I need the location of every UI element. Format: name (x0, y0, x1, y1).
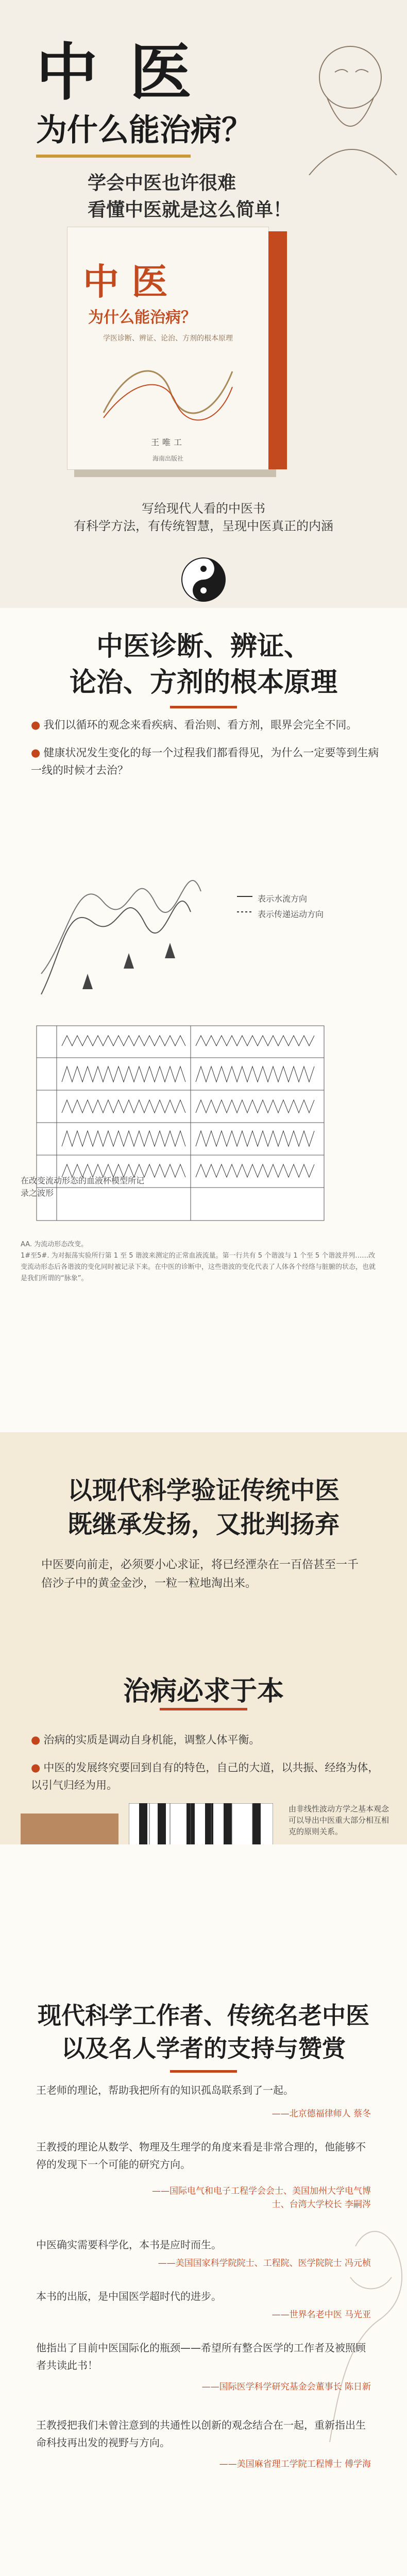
table-note: 在改变流动形态的血液杯模型所记录之波形 (21, 1176, 145, 1198)
section-title (0, 1999, 407, 2073)
quote-source: ——国际电气和电子工程学会会士、美国加州大学电气博士、台湾大学校长 李嗣涔 (152, 2186, 371, 2210)
quote-source: ——美国麻省理工学院工程博士 傅学海 (219, 2459, 371, 2469)
blood-flow-diagram (21, 840, 386, 1015)
hero-title: 中 医 (36, 37, 197, 109)
bullet-text: 中医的发展终究要回到自有的特色，自己的大道，以共振、经络为体，以引气归经为用。 (31, 1761, 379, 1791)
ancient-doctor-illustration (278, 21, 402, 175)
book-spine (268, 231, 287, 469)
section-title-line-1: 以现代科学验证传统中医 (67, 1476, 340, 1505)
hero-section (0, 0, 407, 608)
quote-source: ——世界名老中医 马光亚 (272, 2310, 371, 2320)
slogan-line-1: 学会中医也许很难 (88, 173, 236, 194)
bullet-icon: ● (31, 1734, 41, 1746)
quote-source: ——美国国家科学院院士、工程院、医学院院士 冯元桢 (158, 2258, 371, 2268)
quote-source: ——国际医学科学研究基金会董事长 陈日新 (201, 2382, 371, 2392)
section-title (0, 1473, 407, 1541)
quote-source: ——北京德福律师人 蔡冬 (272, 2109, 371, 2119)
caption-line-1: 写给现代人看的中医书 (142, 501, 265, 516)
divider (170, 2070, 237, 2073)
section-paragraph: 中医要向前走，必须要小心求证，将已经湮杂在一百倍甚至一千倍沙子中的黄金金沙，一粒一粒地淘出来。 (41, 1558, 359, 1590)
book-cover (67, 227, 269, 470)
bullet-text: 健康状况发生变化的每一个过程我们都看得见，为什么一定要等到生病一线的时候才去治？ (31, 747, 379, 776)
bullet-text: 治病的实质是调动自身机能，调整人体平衡。 (43, 1734, 260, 1746)
bullet-list (31, 1731, 381, 1804)
section-title-line-1: 现代科学工作者、传统名老中医 (38, 2002, 369, 2029)
taiji-icon (180, 556, 227, 603)
section-title (0, 629, 407, 708)
figure-explanation (21, 1239, 381, 1284)
five-elements-note: 由非线性波动方学之基本观念可以导出中医重大部分相互相克的原则关系。 (289, 1804, 389, 1836)
footnote-text: 1#至5#. 为对振荡实验所行第 1 至 5 谐波来测定的正常血液流量。第一行共有 5 个谐波与 1 个至 5 个谐波并列……改变流动形态后各谐波的变化同时被记录下来。在中医的诊断中，这些谐波的变化代表了人体各个经络与脏腑的状态，也就是我们所谓的“脉象”。 (21, 1252, 376, 1282)
book-illustration (98, 351, 238, 428)
book-title: 中 医 (83, 261, 168, 303)
book-publisher: 海南出版社 (152, 455, 183, 462)
quote-text: 本书的出版，是中国医学超时代的进步。 (36, 2290, 222, 2302)
bullet-text: 我们以循环的观念来看疾病、看治则、看方剂，眼界会完全不同。 (43, 719, 358, 731)
book-caption: 学医诊断、辨证、论治、方剂的根本原理 (103, 334, 233, 343)
caption-line-2: 有科学方法，有传统智慧，呈现中医真正的内涵 (74, 519, 333, 533)
section-title-line-2: 以及名人学者的支持与赞赏 (61, 2035, 346, 2062)
divider (160, 1708, 247, 1710)
list-item (31, 1759, 381, 1794)
quote-text: 他指出了目前中医国际化的瓶颈——希望所有整合医学的工作者及被照顾者共读此书！ (36, 2342, 366, 2371)
endorsements-section (0, 1844, 407, 2576)
subsection-title: 治病必求于本 (123, 1676, 284, 1707)
legend-water-flow: 表示水流方向 (258, 894, 308, 904)
bullet-list (31, 716, 381, 789)
book-author: 王唯工 (150, 437, 185, 447)
book-subtitle: 为什么能治病？ (88, 309, 196, 327)
slogan-line-2: 看懂中医就是这么简单！ (88, 199, 292, 221)
diagnosis-section (0, 608, 407, 1432)
quote-text: 王教授的理论从数学、物理及生理学的角度来看是非常合理的，他能够不停的发现下一个可能的研究方向。 (36, 2141, 366, 2171)
legend-transmission: 表示传递运动方向 (258, 909, 324, 919)
section-title-line-2: 既继承发扬，又批判扬弃 (67, 1510, 340, 1539)
bullet-icon: ● (31, 1761, 41, 1774)
hero-caption (0, 500, 407, 535)
list-item (31, 744, 381, 779)
footnote-label: AA. 为流动形态改变。 (21, 1241, 88, 1248)
quote-text: 中医确实需要科学化，本书是应时而生。 (36, 2239, 222, 2251)
section-title-line-2: 论治、方剂的根本原理 (69, 667, 337, 698)
bullet-icon: ● (31, 719, 41, 731)
list-item (31, 716, 381, 734)
quote-text: 王老师的理论，帮助我把所有的知识孤岛联系到了一起。 (36, 2084, 294, 2096)
quote-text: 王教授把我们未曾注意到的共通性以创新的观念结合在一起，重新指出生命科技再出发的视野与方向。 (36, 2419, 366, 2449)
section-title-line-1: 中医诊断、辨证、 (96, 631, 311, 662)
divider (36, 155, 191, 158)
list-item (31, 1731, 381, 1749)
hero-slogan (88, 170, 292, 224)
hero-subtitle: 为什么能治病？ (36, 112, 252, 148)
bullet-icon: ● (31, 747, 41, 759)
divider (170, 706, 237, 708)
